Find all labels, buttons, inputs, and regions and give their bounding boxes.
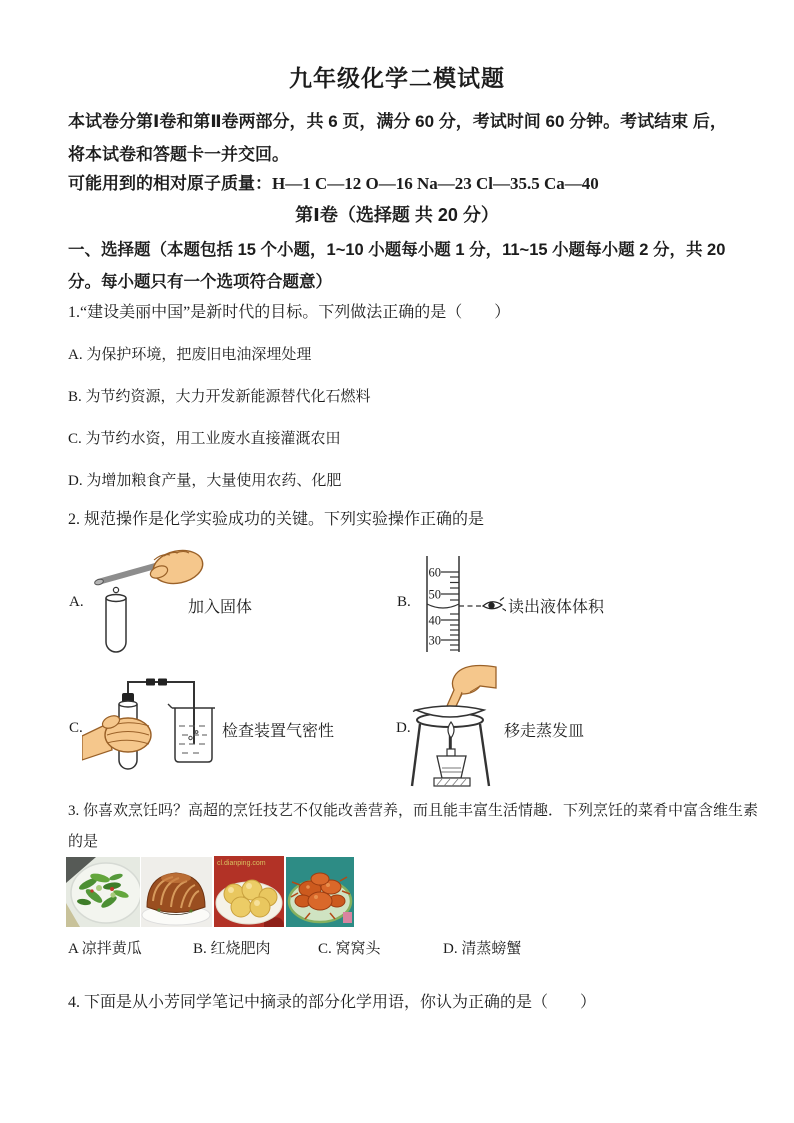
mc-instructions-line-2: 分。每小题只有一个选项符合题意） (68, 273, 332, 291)
airtightness-diagram-icon (82, 672, 217, 776)
question-2-stem: 2. 规范操作是化学实验成功的关键。下列实验操作正确的是 (68, 511, 485, 528)
question-2-option-c-caption: 检查装置气密性 (222, 723, 335, 740)
hand-icon (447, 666, 496, 711)
question-1-option-b: B. 为节约资源，大力开发新能源替代化石燃料 (68, 389, 371, 405)
page-title: 九年级化学二模试题 (289, 65, 505, 91)
tube-connector-icon (146, 679, 155, 686)
question-3-option-b: B. 红烧肥肉 (193, 941, 271, 957)
beaker-icon (168, 704, 215, 762)
question-3-option-c: C. 窝窝头 (318, 941, 381, 957)
alcohol-lamp-icon (434, 722, 470, 786)
svg-text:40: 40 (428, 613, 441, 628)
svg-text:30: 30 (428, 633, 441, 648)
question-2-option-d-caption: 移走蒸发皿 (504, 723, 585, 740)
question-3-stem-line-2: 的是 (68, 834, 99, 850)
question-1-stem: 1.“建设美丽中国”是新时代的目标。下列做法正确的是（ ） (68, 304, 511, 321)
question-4-stem: 4. 下面是从小芳同学笔记中摘录的部分化学用语，你认为正确的是（ ） (68, 994, 597, 1011)
question-2-option-b-label: B. (397, 594, 411, 610)
bubble-icon (195, 731, 198, 734)
question-3-option-a: A 凉拌黄瓜 (68, 941, 142, 957)
question-3-stem-line-1: 3. 你喜欢烹饪吗？高超的烹饪技艺不仅能改善营养，而且能丰富生活情趣．下列烹饪的菜肴中富含维生素 (68, 803, 759, 819)
question-1-option-a: A. 为保护环境，把废旧电油深埋处理 (68, 347, 312, 363)
watermark-text: cl.dianping.com (217, 860, 266, 867)
spatula-tip-icon (94, 578, 104, 585)
question-1-option-c: C. 为节约水资，用工业废水直接灌溉农田 (68, 431, 341, 447)
sticker-badge (343, 912, 352, 923)
test-tube-icon (106, 595, 126, 653)
question-2-option-d-label: D. (396, 720, 411, 736)
evaporating-dish-diagram-icon (410, 664, 498, 790)
svg-text:50: 50 (428, 587, 441, 602)
question-2-option-c-label: C. (69, 720, 83, 736)
svg-text:60: 60 (428, 565, 441, 580)
hand-icon (149, 546, 206, 588)
atomic-mass-label: 可能用到的相对原子质量： (68, 174, 272, 193)
steamed-crab-image (286, 857, 354, 927)
braised-pork-image (141, 857, 212, 927)
intro-line-2: 将本试卷和答题卡一并交回。 (68, 145, 289, 164)
tube-connector-icon (158, 679, 167, 686)
question-3-option-d: D. 清蒸螃蟹 (443, 941, 522, 957)
graduated-cylinder-diagram-icon (421, 556, 506, 656)
solid-particle-icon (113, 587, 118, 592)
question-1-option-d: D. 为增加粮食产量，大量使用农药、化肥 (68, 473, 342, 489)
atomic-mass-values: H—1 C—12 O—16 Na—23 Cl—35.5 Ca—40 (272, 174, 599, 193)
meniscus-icon (427, 604, 459, 608)
question-2-option-a-caption: 加入固体 (188, 599, 253, 616)
question-2-option-b-caption: 读出液体体积 (508, 599, 605, 616)
section-1-heading: 第Ⅰ卷（选择题 共 20 分） (295, 205, 499, 225)
cucumber-salad-image (66, 857, 140, 927)
atomic-mass-line (68, 172, 599, 197)
hand-icon (82, 713, 151, 760)
corn-buns-image (214, 856, 284, 927)
question-2-option-a-label: A. (69, 594, 84, 610)
eye-icon (483, 598, 506, 612)
mc-instructions-line-1: 一、选择题（本题包括 15 个小题，1~10 小题每小题 1 分，11~15 小题每小题 2 分，共 20 (68, 241, 726, 259)
intro-line-1: 本试卷分第Ⅰ卷和第Ⅱ卷两部分，共 6 页，满分 60 分，考试时间 60 分钟。考试结束 后， (68, 112, 727, 131)
scale-ticks-icon (441, 572, 459, 650)
bubble-icon (189, 736, 192, 739)
